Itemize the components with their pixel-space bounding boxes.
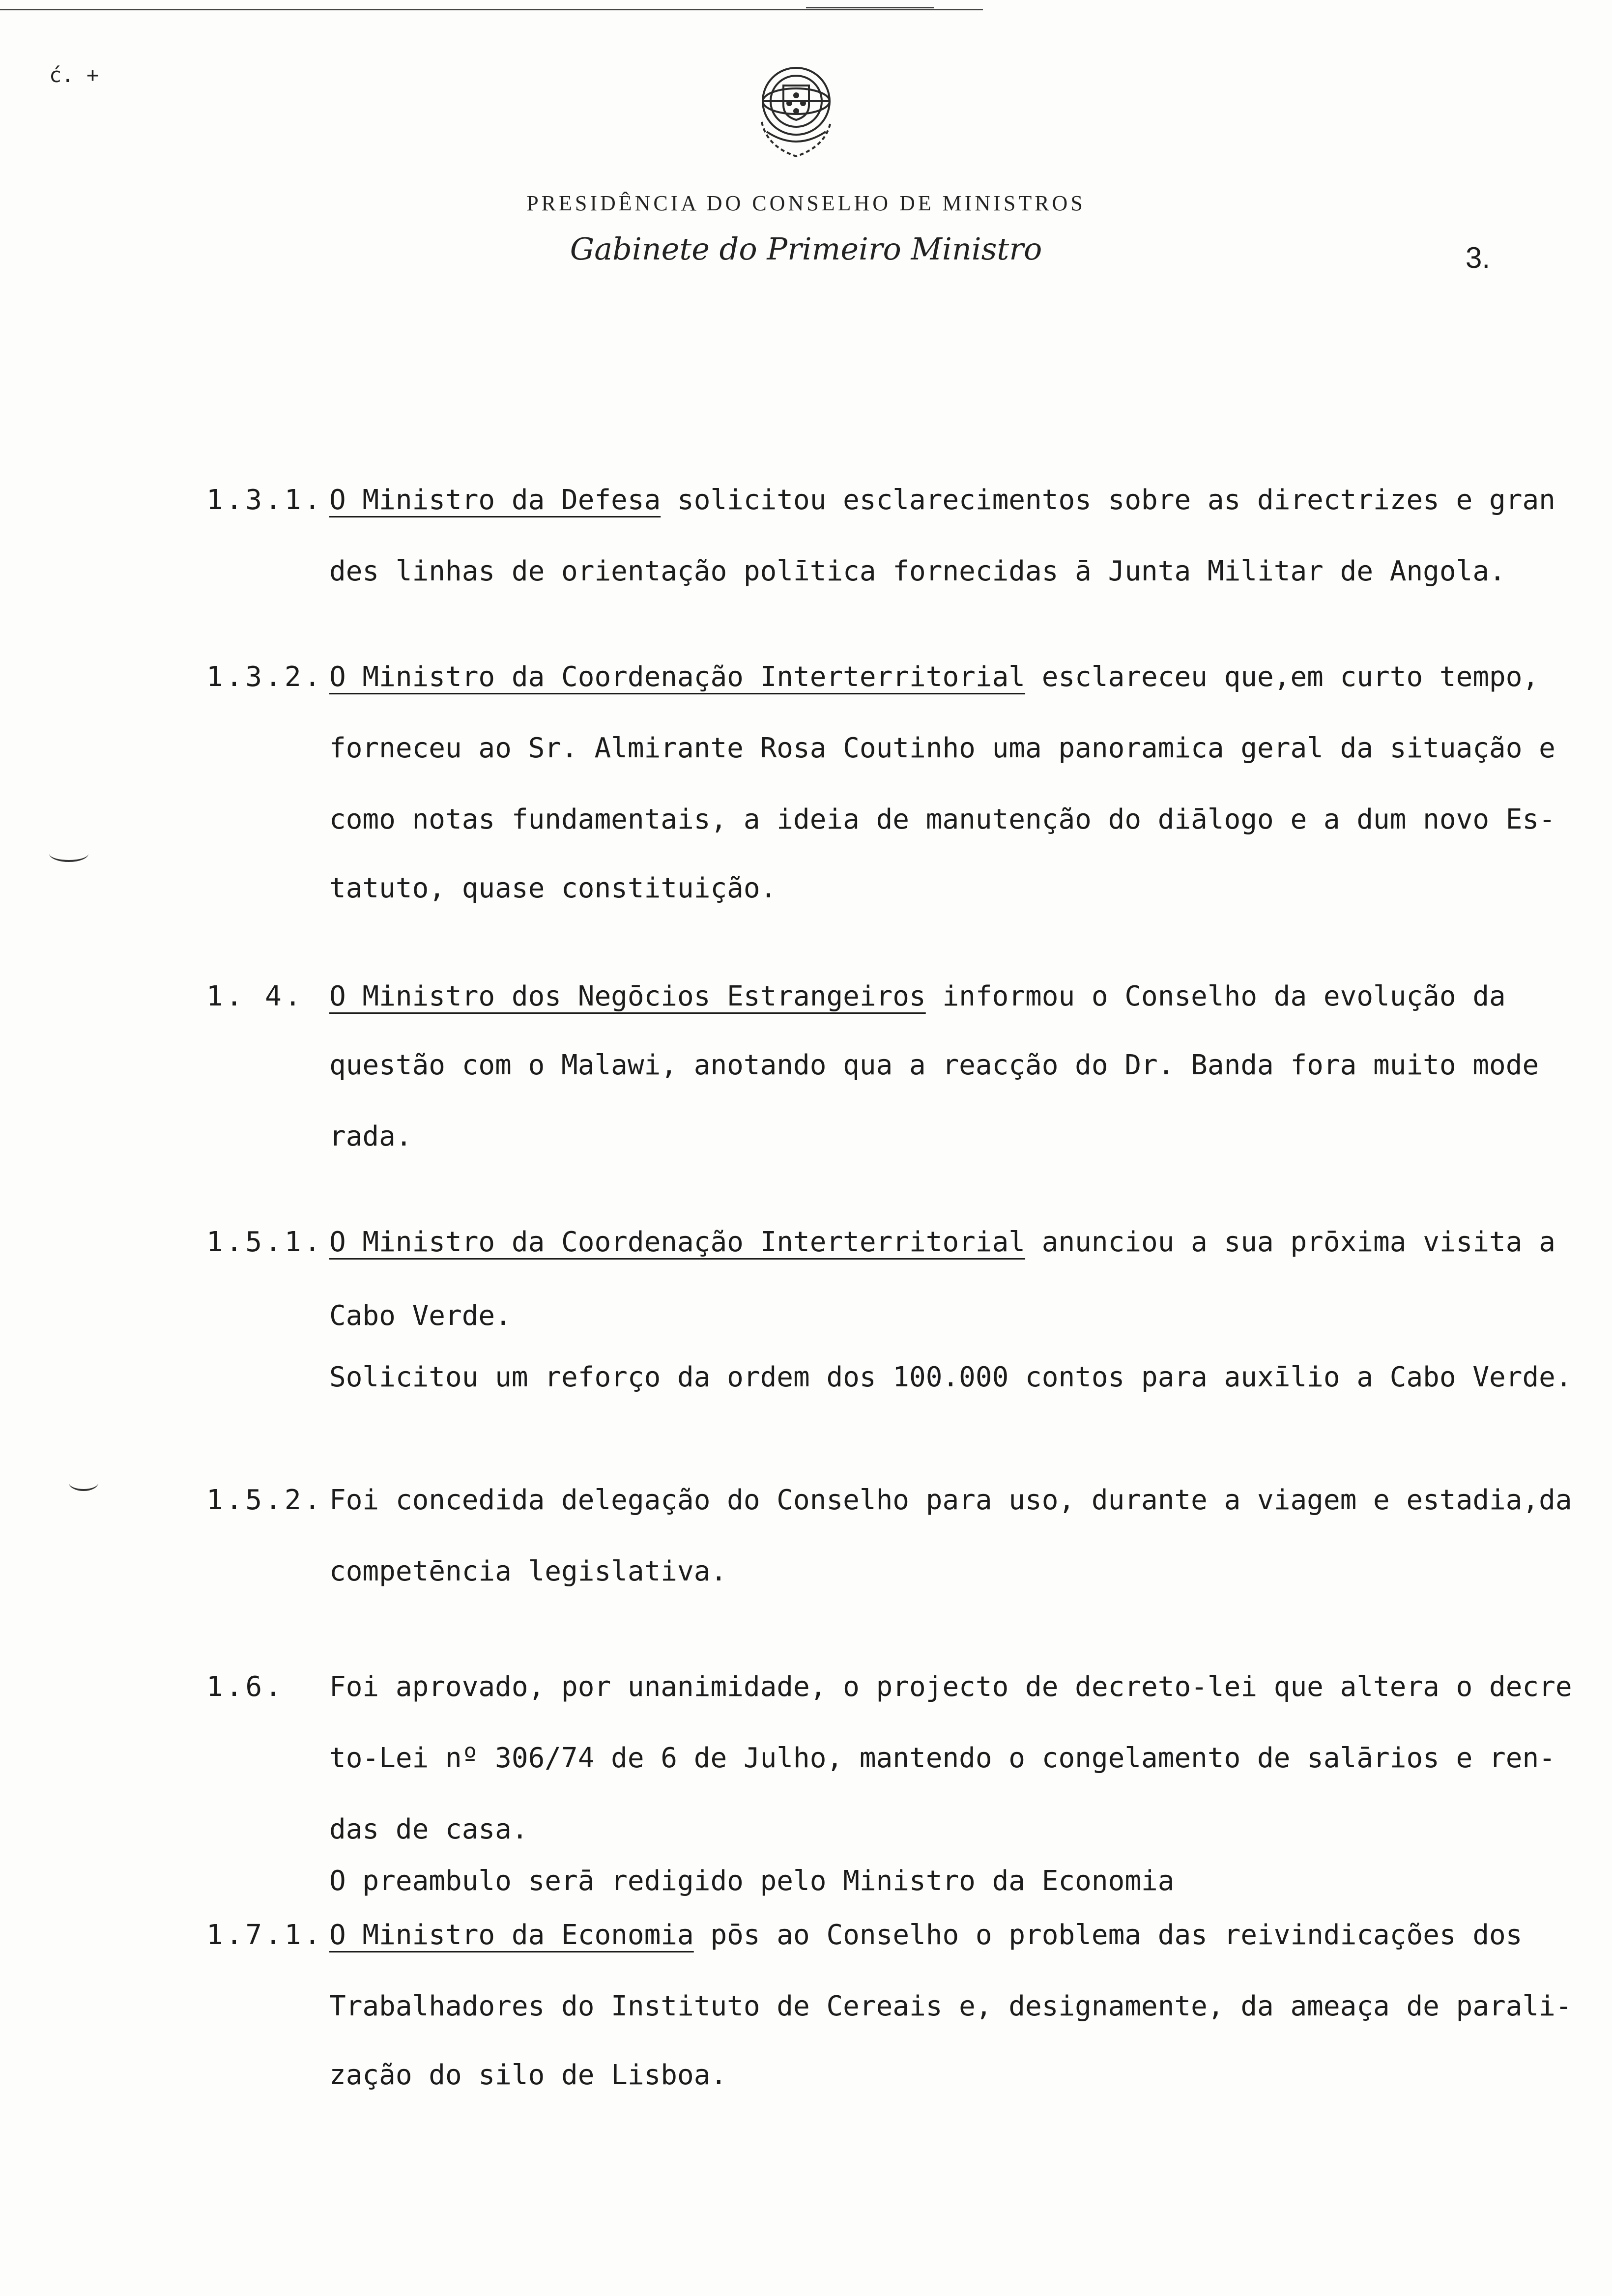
top-rule: [0, 9, 983, 10]
item-number: 1.3.2.: [206, 661, 324, 693]
text-line: Cabo Verde.: [329, 1300, 512, 1332]
underlined-subject: O Ministro da Coordenação Interterritorial: [329, 1226, 1026, 1258]
text-line: O Ministro da Economia pōs ao Conselho o problema das reivindicações dos: [329, 1919, 1523, 1951]
text-line: competēncia legislativa.: [329, 1555, 727, 1587]
text-line: O Ministro da Coordenação Interterritorial anunciou a sua prōxima visita a: [329, 1226, 1555, 1258]
margin-mark: [69, 1474, 98, 1491]
underlined-subject: O Ministro da Economia: [329, 1919, 694, 1951]
text-line: O Ministro dos Negōcios Estrangeiros informou o Conselho da evolução da: [329, 980, 1506, 1012]
text-line: Foi aprovado, por unanimidade, o projecto de decreto-lei que altera o decre: [329, 1671, 1572, 1703]
item-number: 1.3.1.: [206, 484, 324, 516]
item-number: 1.5.1.: [206, 1226, 324, 1258]
text-line: O Ministro da Defesa solicitou esclarecimentos sobre as directrizes e gran: [329, 484, 1555, 516]
text-line: como notas fundamentais, a ideia de manutenção do diālogo e a dum novo Es-: [329, 804, 1555, 835]
page-number: 3.: [1466, 241, 1491, 274]
coat-of-arms-icon: [732, 58, 860, 171]
text-line: rada.: [329, 1120, 412, 1152]
item-number: 1. 4.: [206, 980, 304, 1012]
item-number: 1.7.1.: [206, 1919, 324, 1951]
underlined-subject: O Ministro dos Negōcios Estrangeiros: [329, 980, 926, 1012]
text-line: forneceu ao Sr. Almirante Rosa Coutinho uma panoramica geral da situação e: [329, 732, 1555, 764]
corner-marks: ć. +: [49, 63, 99, 87]
text-line: Foi concedida delegação do Conselho para uso, durante a viagem e estadia,da: [329, 1484, 1572, 1516]
text-line: O preambulo serā redigido pelo Ministro da Economia: [329, 1865, 1175, 1897]
top-rule-short: [806, 7, 934, 8]
institution-title: PRESIDÊNCIA DO CONSELHO DE MINISTROS: [526, 191, 1086, 215]
text-line: tatuto, quase constituição.: [329, 872, 777, 904]
text-line: O Ministro da Coordenação Interterritorial esclareceu que,em curto tempo,: [329, 661, 1539, 693]
text-line: zação do silo de Lisboa.: [329, 2059, 727, 2091]
text-line: questão com o Malawi, anotando qua a reacção do Dr. Banda fora muito mode: [329, 1049, 1539, 1081]
text-line: das de casa.: [329, 1813, 528, 1845]
item-number: 1.5.2.: [206, 1484, 324, 1516]
office-subtitle: Gabinete do Primeiro Ministro: [570, 231, 1042, 267]
text-line: Trabalhadores do Instituto de Cereais e, designamente, da ameaça de parali-: [329, 1990, 1572, 2022]
underlined-subject: O Ministro da Defesa: [329, 484, 661, 516]
margin-mark: [49, 845, 88, 862]
text-line: des linhas de orientação polītica fornecidas ā Junta Militar de Angola.: [329, 555, 1506, 587]
text-line: Solicitou um reforço da ordem dos 100.000 contos para auxīlio a Cabo Verde.: [329, 1361, 1572, 1393]
underlined-subject: O Ministro da Coordenação Interterritorial: [329, 661, 1026, 693]
item-number: 1.6.: [206, 1671, 285, 1703]
text-line: to-Lei nº 306/74 de 6 de Julho, mantendo o congelamento de salārios e ren-: [329, 1742, 1555, 1774]
